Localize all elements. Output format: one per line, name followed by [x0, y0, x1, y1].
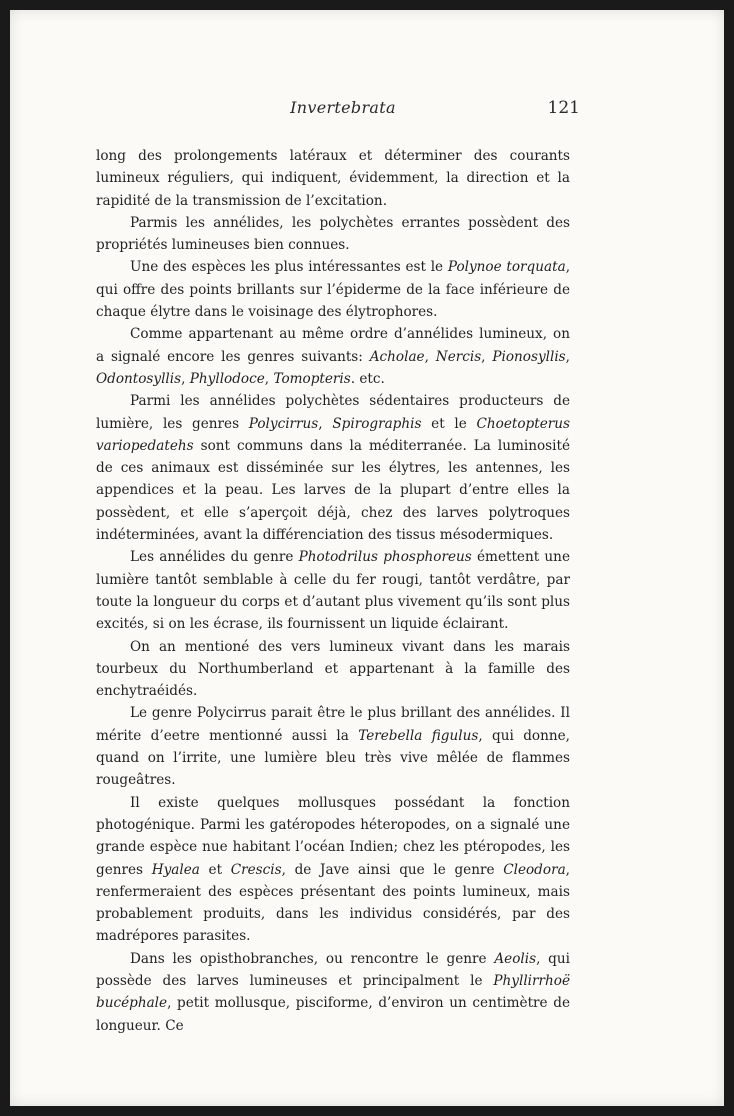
taxon-name: Nercis [435, 348, 482, 365]
taxon-name: Spirographis [332, 415, 422, 432]
text-run: Une des espèces les plus intéressantes est le [130, 259, 448, 276]
taxon-name: Odontosyllis [96, 370, 182, 387]
text-run: long des prolongements latéraux et déterminer des courants lumineux réguliers, qui indiquent, évidemment, la direction et la rapidité de la transmission de l’excitation. [96, 148, 570, 209]
paragraph [96, 792, 570, 948]
page-number: 121 [547, 98, 580, 118]
taxon-name: Terebella figulus [358, 727, 479, 744]
text-run: Comme appartenant au même ordre d’annélides lumineux, on a signalé encore les genres suivants: [96, 326, 570, 365]
text-run: , [181, 370, 190, 387]
text-run: et le [421, 415, 477, 432]
page-header [106, 98, 580, 122]
text-run: Parmi les annélides polychètes sédentaires producteurs de lumière, les genres [96, 393, 570, 432]
taxon-name: Phyllirrhoë bucéphale [96, 972, 570, 1012]
text-run: On an mentioné des vers lumineux vivant dans les marais tourbeux du Northumberland et appartenant à la famille des enchytraéidés. [96, 638, 570, 700]
taxon-name: Tomopteris [273, 370, 351, 387]
text-run: , [424, 348, 436, 365]
text-run: , [481, 348, 493, 365]
text-run: , qui donne, quand on l’irrite, une lumière bleu très vive mêlée de flammes rougeâtres. [96, 727, 570, 789]
book-page [10, 10, 724, 1106]
taxon-name: Acholae [369, 348, 425, 365]
text-run: émettent une lumière tantôt semblable à celle du fer rougi, tantôt verdâtre, par toute la longueur du corps et d’autant plus vivement qu’ils sont plus excités, si on les écrase, ils fournissent un liquide éclairant. [96, 549, 570, 633]
taxon-name: Hyalea [151, 861, 200, 878]
paragraph [96, 256, 570, 323]
text-run: Dans les opisthobranches, ou rencontre le genre [130, 950, 495, 967]
paragraph [96, 948, 570, 1037]
text-run: sont communs dans la méditerranée. La luminosité de ces animaux est disséminée sur les élytres, les antennes, les appendices et la peau. Les larves de la plupart d’entre elles la possèdent, et elle s’aperçoit déjà, chez des larves polytroques indéterminées, avant la différenciation des tissus mésodermiques. [96, 437, 570, 544]
taxon-name: Choetopterus variopedatehs [96, 415, 570, 454]
text-run: , [318, 415, 333, 432]
text-run: , qui offre des points brillants sur l’épiderme de la face inférieure de chaque élytre dans le voisinage des élytrophores. [96, 259, 571, 321]
text-run: . etc. [350, 370, 385, 387]
text-run: , [264, 370, 274, 387]
text-run: , de Jave ainsi que le genre [281, 861, 504, 878]
running-title: Invertebrata [290, 98, 396, 117]
paragraph [96, 212, 570, 257]
taxon-name: Pionosyllis [492, 348, 566, 365]
body-text [96, 145, 570, 1037]
text-run: , petit mollusque, pisciforme, d’environ un centimètre de longueur. Ce [96, 995, 570, 1034]
paragraph [96, 546, 570, 635]
text-run: Parmis les annélides, les polychètes errantes possèdent des propriétés lumineuses bien connues. [96, 214, 570, 254]
paragraph [96, 323, 570, 390]
text-run: , renfermeraient des espèces présentant des points lumineux, mais probablement produits, dans les individus considérés, par des madrépores parasites. [96, 861, 570, 945]
text-run: Les annélides du genre [130, 549, 299, 566]
taxon-name: Photodrilus phosphoreus [298, 549, 472, 566]
text-run: Le genre Polycirrus parait être le plus brillant des annélides. Il mérite d’eetre mentionné aussi la [96, 705, 570, 744]
taxon-name: Crescis [230, 861, 282, 878]
taxon-name: Polynoe torquata [447, 259, 566, 276]
taxon-name: Aeolis [494, 950, 537, 967]
paragraph [96, 636, 570, 703]
text-run: Il existe quelques mollusques possédant la fonction photogénique. Parmi les gatéropodes héteropodes, on a signalé une grande espèce nue habitant l’océan Indien; chez les ptéropodes, les genres [96, 794, 570, 878]
text-run: , [565, 348, 570, 365]
taxon-name: Phyllodoce [189, 370, 265, 387]
paragraph [96, 145, 570, 212]
taxon-name: Cleodora [503, 861, 566, 878]
text-run: , qui possède des larves lumineuses et principalment le [96, 950, 570, 989]
text-run: et [199, 861, 231, 878]
paragraph [96, 702, 570, 791]
paragraph [96, 390, 570, 546]
taxon-name: Polycirrus [248, 415, 319, 432]
